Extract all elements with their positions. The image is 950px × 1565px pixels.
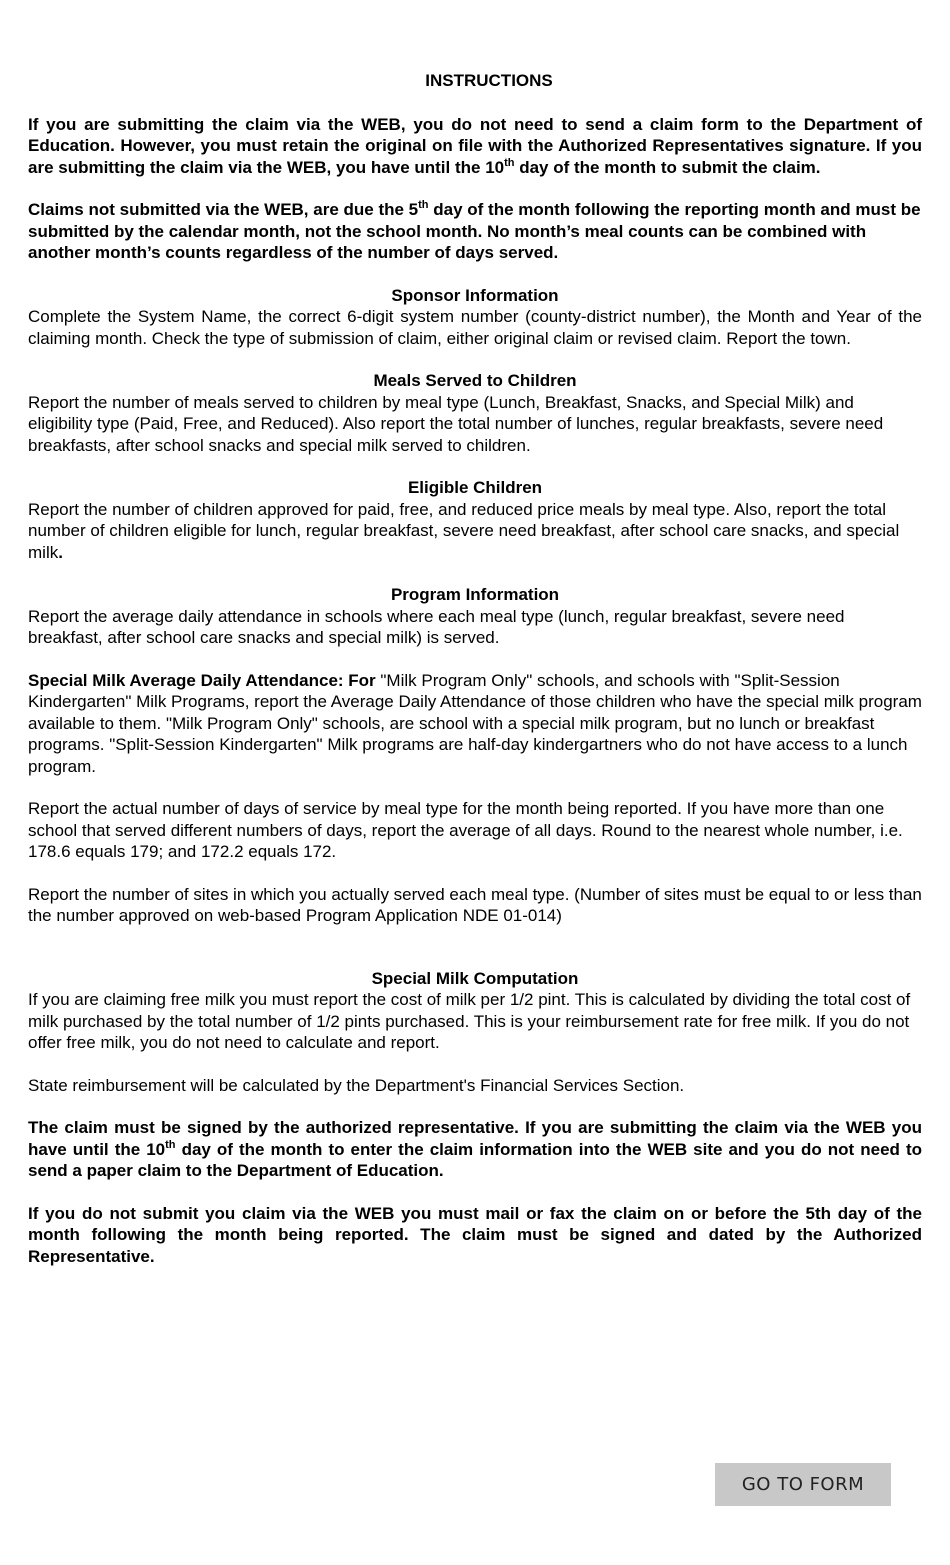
eligible-text: Report the number of children approved for paid, free, and reduced price meals by meal type. Also, report the total number of children eligible for lunch, regular breakfast, severe need breakfast, after school care snacks, and special milk.: [28, 499, 900, 562]
instructions-content: [28, 70, 922, 1288]
mail-notice: If you do not submit you claim via the WEB you must mail or fax the claim on or before the 5th day of the month following the month being reported. The claim must be signed and dated by the Authorized Representative.: [28, 1203, 922, 1266]
signature-notice: The claim must be signed by the authorized representative. If you are submitting the claim via the WEB you have until the 10th day of the month to enter the claim information into the WEB site and you do not need to send a paper claim to the Department of Education.: [28, 1118, 923, 1180]
web-notice: If you are submitting the claim via the WEB, you do not need to send a claim form to the Department of Education. However, you must retain the original on file with the Authorized Representatives signature. If you are submitting the claim via the WEB, you have until the 10th day of the month to submit the claim.: [28, 114, 922, 177]
state-reimbursement-text: State reimbursement will be calculated by the Department's Financial Services Section.: [28, 1075, 685, 1095]
program-text: Report the average daily attendance in schools where each meal type (lunch, regular breakfast, severe need breakfast, after school care snacks and special milk) is served.: [28, 606, 845, 647]
sponsor-heading: Sponsor Information: [391, 285, 559, 305]
sponsor-text: Complete the System Name, the correct 6-digit system number (county-district number), the Month and Year of the claiming month. Check the type of submission of claim, either original claim or revised claim. Report the town.: [28, 307, 922, 348]
non-web-notice: Claims not submitted via the WEB, are due the 5th day of the month following the reporting month and must be submitted by the calendar month, not the school month. No month’s meal counts can be combined with another month’s counts regardless of the number of days served.: [28, 199, 921, 262]
go-to-form-button[interactable]: GO TO FORM: [715, 1463, 891, 1506]
days-of-service-text: Report the actual number of days of service by meal type for the month being reported. If you have more than one school that served different numbers of days, report the average of all days. Round to the nearest whole number, i.e. 178.6 equals 179; and 172.2 equals 172.: [28, 799, 903, 861]
program-heading: Program Information: [390, 585, 560, 604]
special-milk-ada-text: Special Milk Average Daily Attendance: For "Milk Program Only" schools, and schools with "Split-Session Kindergarten" Milk Programs, report the Average Daily Attendance of those children who have the special milk program available to them. "Milk Program Only" schools, are school with a special milk program, but no lunch or breakfast programs. "Split-Session Kindergarten" Milk programs are half-day kindergartners who do not have access to a lunch program.: [28, 670, 922, 776]
meals-heading: Meals Served to Children: [373, 371, 577, 390]
milk-computation-heading: Special Milk Computation: [371, 968, 579, 988]
meals-text: Report the number of meals served to children by meal type (Lunch, Breakfast, Snacks, and Special Milk) and eligibility type (Paid, Free, and Reduced). Also report the total number of lunches, regular breakfasts, severe need breakfasts, after school snacks and special milk served to children.: [28, 392, 884, 455]
page-title: INSTRUCTIONS: [425, 71, 553, 90]
eligible-heading: Eligible Children: [407, 478, 543, 497]
milk-computation-text: If you are claiming free milk you must report the cost of milk per 1/2 pint. This is calculated by dividing the total cost of milk purchased by the total number of 1/2 pints purchased. This is your reimbursement rate for free milk. If you do not offer free milk, you do not need to calculate and report.: [28, 990, 911, 1052]
sites-text: Report the number of sites in which you actually served each meal type. (Number of sites must be equal to or less than the number approved on web-based Program Application NDE 01-014): [28, 884, 922, 925]
